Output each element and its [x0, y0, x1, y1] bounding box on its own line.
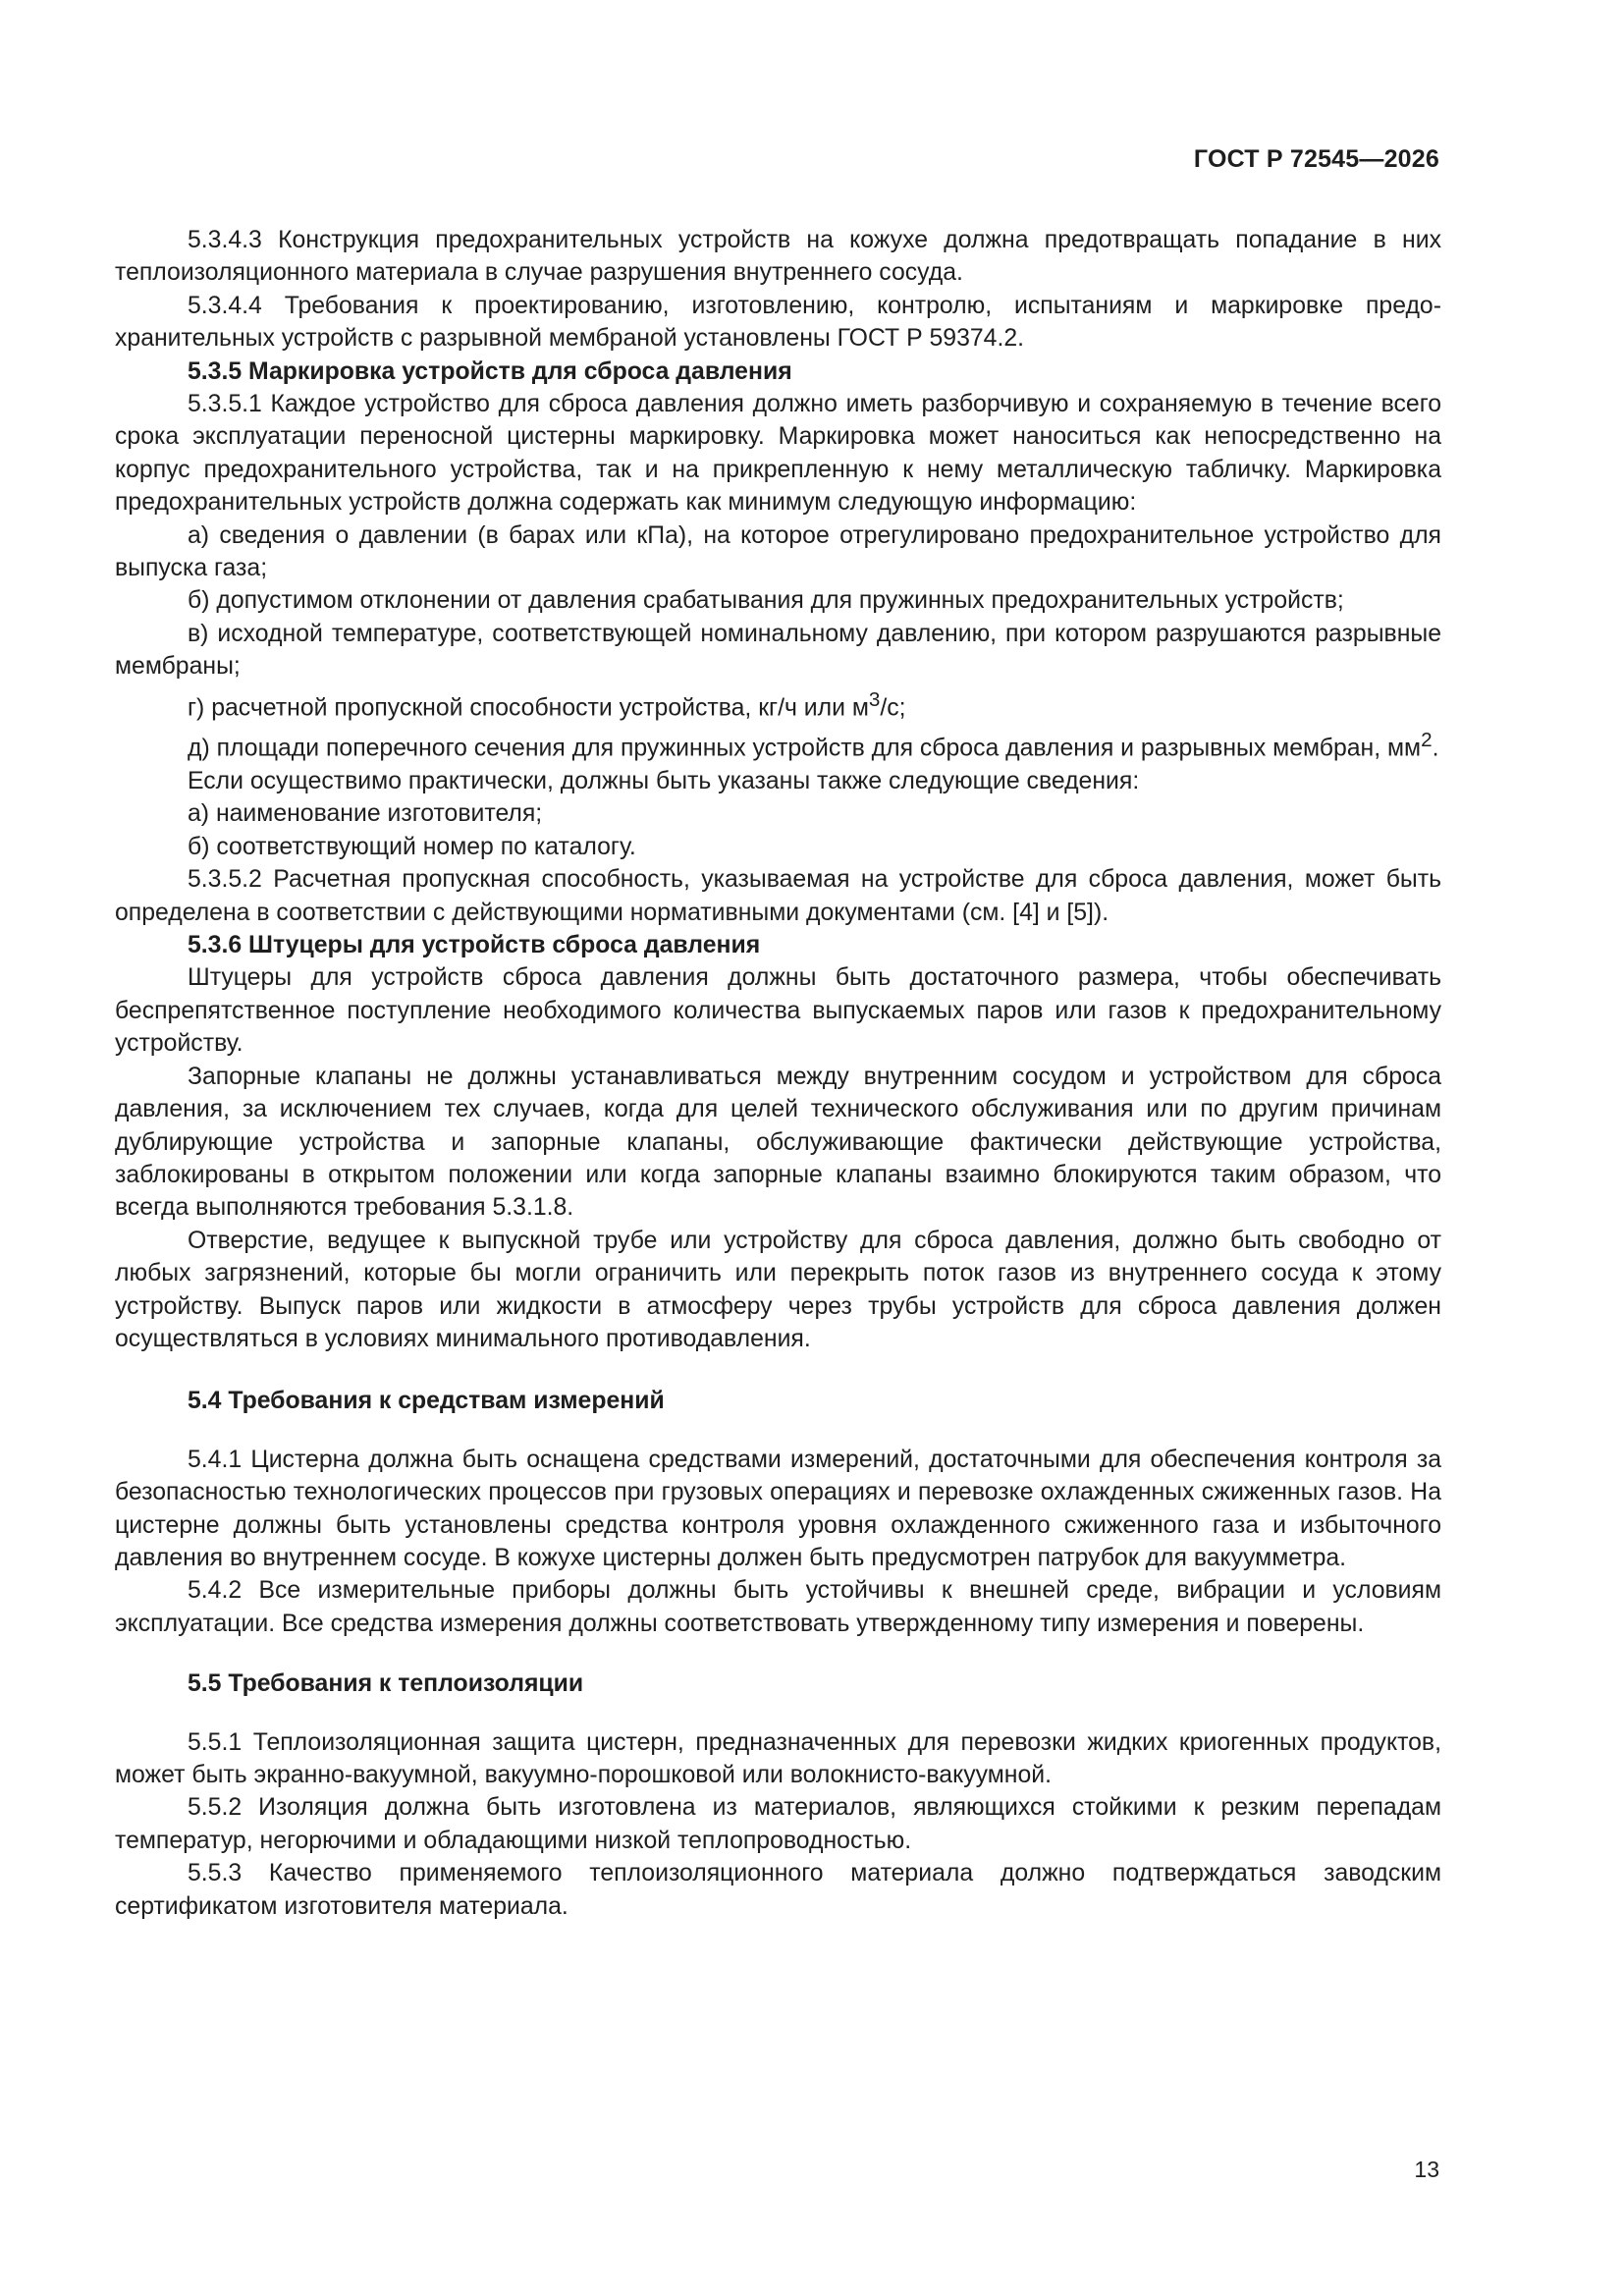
list-item-d-text: д) площади поперечного сечения для пружинных устройств для сброса давления и разрывных мембран, мм	[188, 735, 1422, 762]
paragraph-5-3-4-3: 5.3.4.3 Конструкция предохранительных устройств на кожухе должна предотвращать попадание в них теплоизоляционного материала в случае разрушения внутреннего сосуда.	[115, 227, 1441, 287]
paragraph-5-5-2: 5.5.2 Изоляция должна быть изготовлена из материалов, являющихся стойкими к резким перепадам температур, негорючими и обладающими низкой теплопроводностью.	[115, 1794, 1441, 1854]
subsection-heading-5-3-6: 5.3.6 Штуцеры для устройств сброса давления	[188, 932, 761, 959]
paragraph-5-5-1: 5.5.1 Теплоизоляционная защита цистерн, предназначенных для перевозки жидких криогенных продуктов, может быть экранно-вакуумной, вакуумно-порошковой или волокнисто-вакуумной.	[115, 1728, 1441, 1788]
paragraph-5-3-6-b: Запорные клапаны не должны устанавливаться между внутренним сосудом и устройством для сброса давления, за исключением тех случаев, когда для целей технического обслуживания или по другим причинам дублирующие устройства и запорные клапаны, обслуживающие фактически действующие устройства, заблокированы в открытом положении или когда запорные клапаны взаимно блокируются таким образом, что всегда выполняются требования 5.3.1.8.	[115, 1063, 1441, 1222]
list-item-d	[115, 724, 1441, 765]
document-body	[115, 224, 1441, 1923]
list2-item-b: б) соответствующий номер по каталогу.	[188, 833, 636, 860]
paragraph-5-3-6-c: Отверстие, ведущее к выпускной трубе или устройству для сброса давления, должно быть свободно от любых загрязнений, которые бы могли ограничить или перекрыть поток газов из внутреннего сосуда к этому устройству. Выпуск паров или жидкости в атмосферу через трубы устройств для сброса давления должен осуществляться в условиях минимального противодавления.	[115, 1227, 1441, 1352]
paragraph-5-3-5-2: 5.3.5.2 Расчетная пропускная способность, указываемая на устройстве для сброса давления, может быть определена в соответствии с действующими нормативными документами (см. [4] и [5]).	[115, 866, 1441, 926]
section-heading-5-4: 5.4 Требования к средствам измерений	[188, 1388, 665, 1415]
list-item-g	[115, 683, 1441, 725]
subsection-heading-5-3-5: 5.3.5 Маркировка устройств для сброса давления	[188, 357, 792, 385]
list-item-g-text: г) расчетной пропускной способности устройства, кг/ч или м	[188, 693, 869, 721]
list-item-v: в) исходной температуре, соответствующей номинальному давлению, при котором разрушаются разрывные мембраны;	[115, 620, 1441, 681]
paragraph-5-3-4-4: 5.3.4.4 Требования к проектированию, изготовлению, контролю, испытаниям и маркировке предохранительных устройств с разрывной мембраной установлены ГОСТ Р 59374.2.	[115, 292, 1441, 353]
paragraph-5-3-5-1: 5.3.5.1 Каждое устройство для сброса давления должно иметь разборчивую и сохраняемую в течение всего срока эксплуатации переносной цистерны маркировку. Маркировка может наноситься как непосредственно на корпус предохранительного устройства, так и на прикрепленную к нему металлическую табличку. Маркировка предохранительных устройств должна содержать как минимум следующую информацию:	[115, 391, 1441, 517]
paragraph-5-3-6-a: Штуцеры для устройств сброса давления должны быть достаточного размера, чтобы обеспечивать беспрепятственное поступление необходимого количества выпускаемых паров или газов к предохранительному устройству.	[115, 964, 1441, 1058]
superscript-cube: 3	[868, 687, 881, 711]
paragraph-5-5-3: 5.5.3 Качество применяемого теплоизоляционного материала должно подтверждаться заводским сертификатом изготовителя материала.	[115, 1860, 1441, 1920]
paragraph-5-4-1: 5.4.1 Цистерна должна быть оснащена средствами измерений, достаточными для обеспечения контроля за безопасностью технологических процессов при грузовых операциях и перевозке охлажденных сжиженных газов. На цистерне должны быть установлены средства контроля уровня охлажденного сжиженного газа и избыточного давления во внутреннем сосуде. В кожухе цистерны должен быть предусмотрен патрубок для вакуумметра.	[115, 1446, 1441, 1571]
list-item-g-end: /с;	[880, 693, 906, 721]
paragraph-if-practicable: Если осуществимо практически, должны быть указаны также следующие сведения:	[188, 768, 1140, 795]
list-item-d-end: .	[1432, 735, 1439, 762]
page-number: 13	[1414, 2157, 1439, 2182]
document-header: ГОСТ Р 72545—2026	[1193, 145, 1439, 173]
section-heading-5-5: 5.5 Требования к теплоизоляции	[188, 1670, 584, 1698]
paragraph-5-4-2: 5.4.2 Все измерительные приборы должны быть устойчивы к внешней среде, вибрации и условиям эксплуатации. Все средства измерения должны соответствовать утвержденному типу измерения и поверены.	[115, 1577, 1441, 1637]
list-item-b: б) допустимом отклонении от давления срабатывания для пружинных предохранительных устройств;	[188, 587, 1344, 615]
list2-item-a: а) наименование изготовителя;	[188, 800, 543, 828]
superscript-square: 2	[1421, 729, 1433, 752]
list-item-a: а) сведения о давлении (в барах или кПа), на которое отрегулировано предохранительное устройство для выпуска газа;	[115, 521, 1441, 582]
